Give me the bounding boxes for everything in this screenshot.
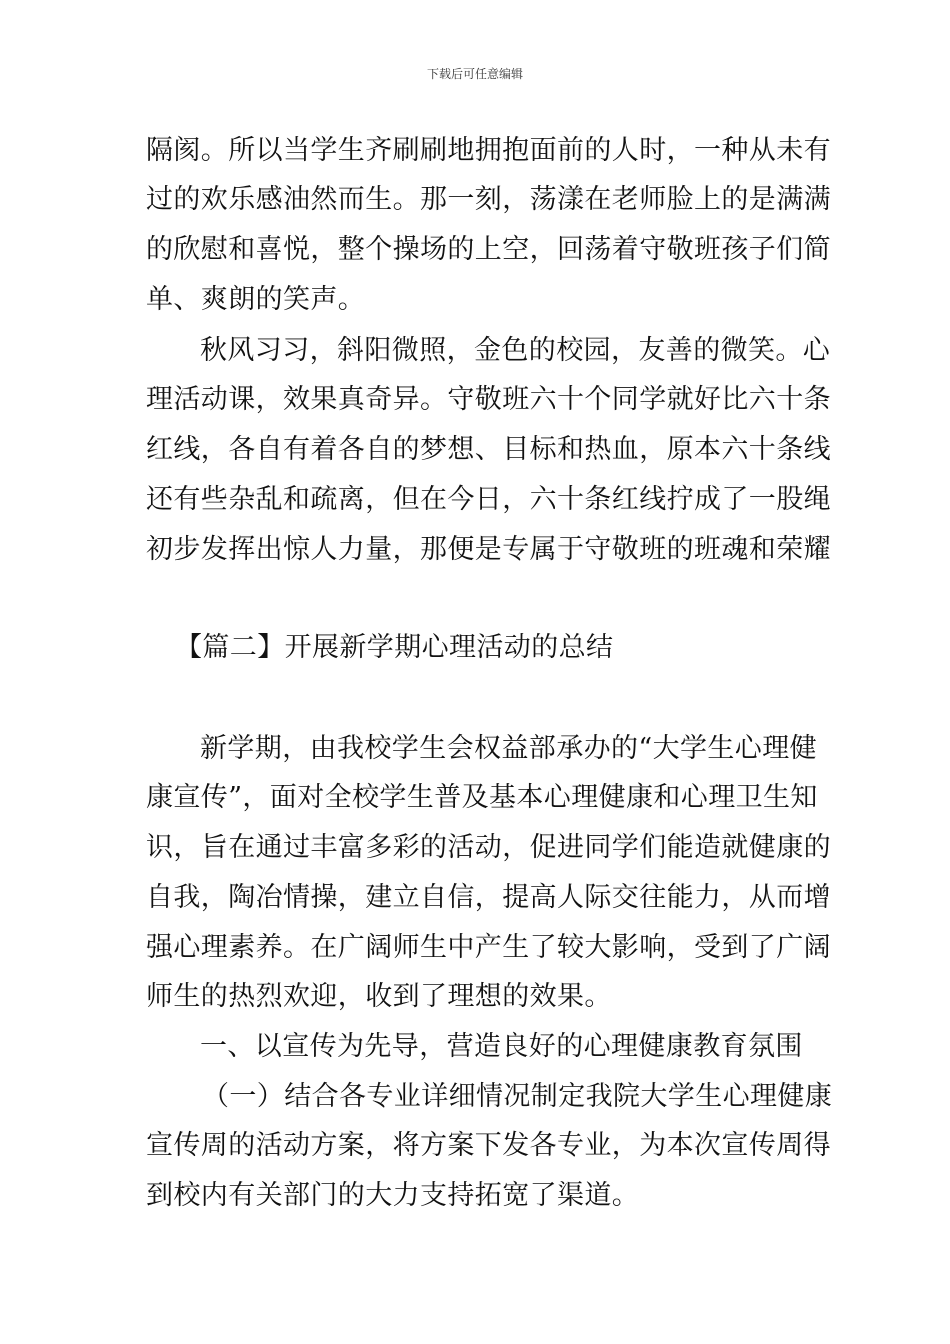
body-text-line: 红线，各自有着各自的梦想、目标和热血，原本六十条线	[146, 434, 831, 465]
body-text-line: 识，旨在通过丰富多彩的活动，促进同学们能造就健康的	[146, 832, 831, 863]
body-text-line: 单、爽朗的笑声。	[146, 284, 366, 315]
paragraph-first-line: （一）结合各专业详细情况制定我院大学生心理健康	[202, 1081, 833, 1112]
subsection-heading: 一、以宣传为先导，营造良好的心理健康教育氛围	[200, 1031, 803, 1062]
body-text-line: 还有些杂乱和疏离，但在今日，六十条红线拧成了一股绳	[146, 484, 831, 515]
paragraph-first-line: 秋风习习，斜阳微照，金色的校园，友善的微笑。心	[200, 335, 831, 366]
body-text-line: 宣传周的活动方案，将方案下发各专业，为本次宣传周得	[146, 1130, 831, 1161]
body-text-line: 理活动课，效果真奇异。守敬班六十个同学就好比六十条	[146, 384, 831, 415]
body-text-line: 强心理素养。在广阔师生中产生了较大影响，受到了广阔	[146, 932, 831, 963]
body-text-line: 初步发挥出惊人力量，那便是专属于守敬班的班魂和荣耀	[146, 534, 831, 565]
paragraph-first-line: 新学期，由我校学生会权益部承办的“大学生心理健	[200, 733, 818, 764]
body-text-line: 过的欢乐感油然而生。那一刻，荡漾在老师脸上的是满满	[146, 184, 831, 215]
page-header: 下载后可任意编辑	[426, 67, 523, 81]
section-heading: 【篇二】开展新学期心理活动的总结	[175, 632, 614, 663]
body-text-line: 康宣传”，面对全校学生普及基本心理健康和心理卫生知	[146, 782, 818, 813]
body-text-line: 隔阂。所以当学生齐刷刷地拥抱面前的人时，一种从未有	[146, 135, 831, 166]
body-text-line: 自我，陶冶情操，建立自信，提高人际交往能力，从而增	[146, 882, 831, 913]
body-text-line: 的欣慰和喜悦，整个操场的上空，回荡着守敬班孩子们简	[146, 234, 831, 265]
body-text-line: 到校内有关部门的大力支持拓宽了渠道。	[146, 1180, 640, 1211]
body-text-line: 师生的热烈欢迎，收到了理想的效果。	[146, 981, 612, 1012]
